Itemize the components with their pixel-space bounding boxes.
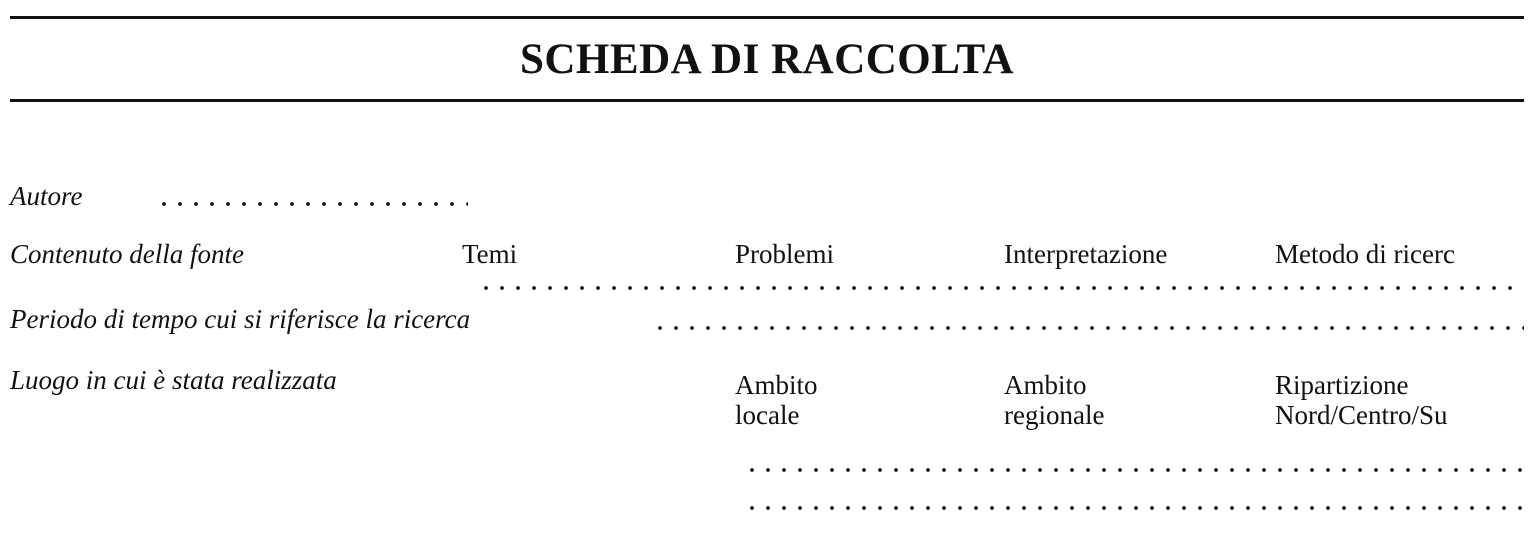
autore-label: Autore (10, 181, 83, 211)
luogo-option-locale-line1: Ambito (735, 370, 818, 400)
contenuto-dotted-field (478, 282, 1524, 294)
luogo-dotted-field-2 (744, 502, 1524, 514)
contenuto-label: Contenuto della fonte (10, 239, 244, 269)
page-title: SCHEDA DI RACCOLTA (519, 36, 1015, 83)
luogo-option-locale (735, 370, 818, 430)
bottom-rule (10, 99, 1524, 102)
luogo-option-ripartizione-line1: Ripartizione (1275, 370, 1409, 400)
contenuto-option-problemi: Problemi (735, 239, 834, 269)
luogo-option-ripartizione-line2: Nord/Centro/Su (1275, 400, 1448, 430)
luogo-option-regionale-line2: regionale (1004, 400, 1105, 430)
autore-dotted-field (156, 198, 468, 210)
luogo-option-locale-line2: locale (735, 400, 800, 430)
periodo-dotted-field (652, 322, 1524, 334)
contenuto-option-temi: Temi (462, 239, 518, 269)
luogo-option-regionale-line1: Ambito (1004, 370, 1087, 400)
contenuto-option-interpretazione: Interpretazione (1004, 239, 1168, 269)
luogo-option-ripartizione (1275, 370, 1448, 430)
luogo-dotted-field-1 (744, 464, 1524, 476)
luogo-label: Luogo in cui è stata realizzata (10, 365, 337, 395)
contenuto-option-metodo: Metodo di ricerc (1275, 239, 1455, 269)
top-rule (10, 16, 1524, 19)
periodo-label: Periodo di tempo cui si riferisce la ricerca (10, 304, 471, 334)
luogo-option-regionale (1004, 370, 1104, 430)
